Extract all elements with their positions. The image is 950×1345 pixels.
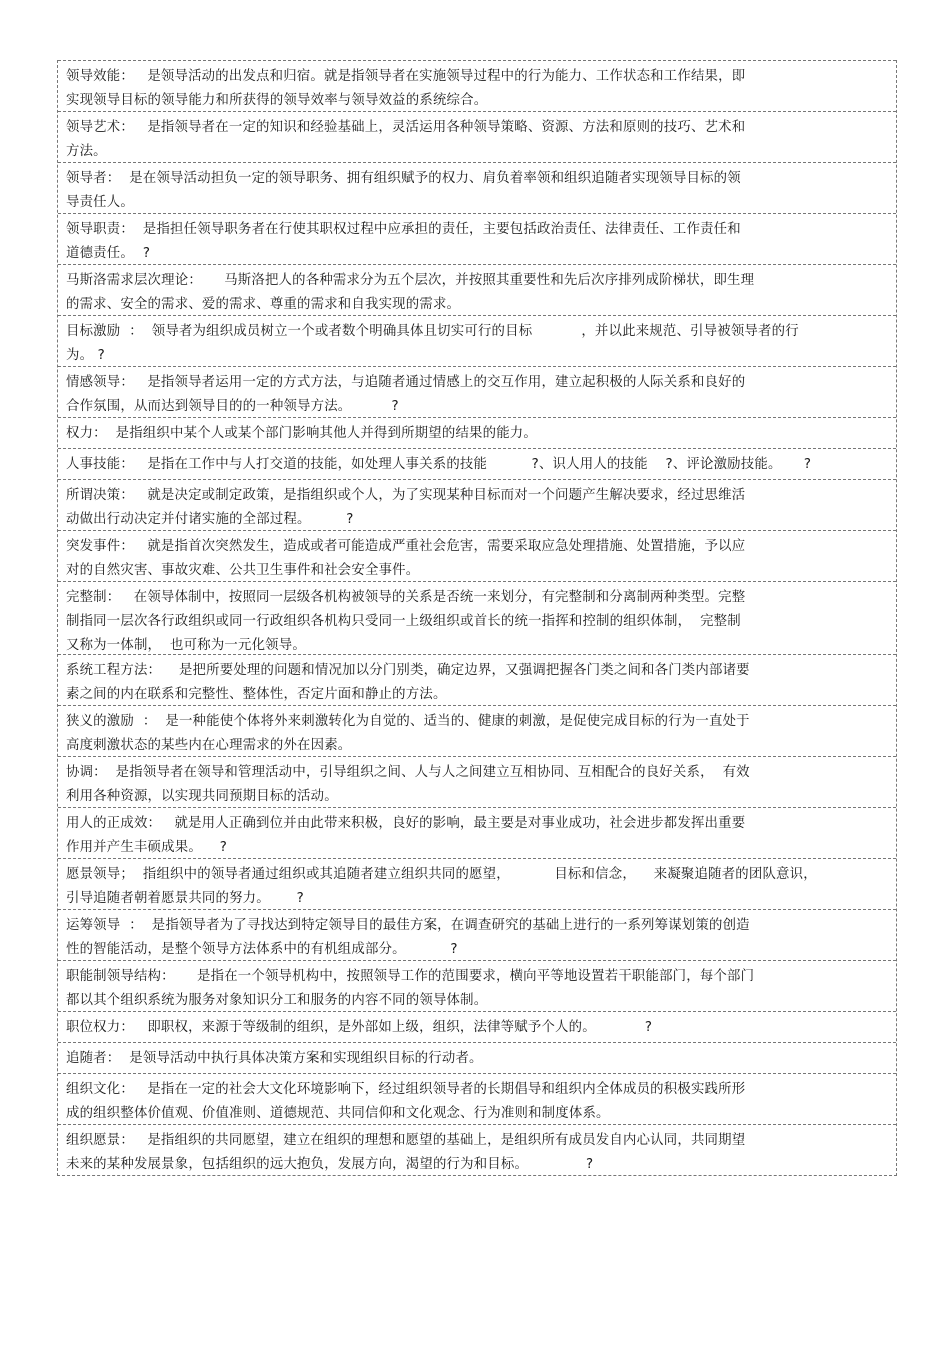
entry-text-line: 的需求、安全的需求、爱的需求、尊重的需求和自我实现的需求。 [66,297,461,312]
glossary-entry [58,1073,896,1124]
entry-text-line: 追随者： 是领导活动中执行具体决策方案和实现组织目标的行动者。 [66,1051,483,1066]
glossary-entry [58,366,896,417]
entry-text-line: 道德责任。 ? [66,246,151,261]
glossary-entry [58,960,896,1011]
entry-text-line: 领导者： 是在领导活动担负一定的领导职务、拥有组织赋予的权力、肩负着率领和组织追随者实现领导目标的领 [66,171,741,186]
entry-text-line: 突发事件： 就是指首次突然发生，造成或者可能造成严重社会危害，需要采取应急处理措施、处置措施，予以应 [66,539,746,554]
glossary-entry [58,213,896,264]
entry-text-line: 马斯洛需求层次理论： 马斯洛把人的各种需求分为五个层次，并按照其重要性和先后次序排列成阶梯状，即生理 [66,273,755,288]
glossary-entry [58,448,896,479]
entry-text-line: 人事技能： 是指在工作中与人打交道的技能，如处理人事关系的技能 ?、识人用人的技能 ?、评论激励技能。 ? [66,457,812,472]
glossary-entry [58,479,896,530]
entry-text-line: 未来的某种发展景象，包括组织的远大抱负，发展方向，渴望的行为和目标。 ? [66,1157,594,1172]
glossary-entry [58,654,896,705]
entry-text-line: 动做出行动决定并付诸实施的全部过程。 ? [66,512,354,527]
glossary-entry [58,1011,896,1042]
glossary-table [57,60,897,1176]
glossary-entry [58,705,896,756]
glossary-entry [58,264,896,315]
entry-text-line: 狭义的激励 ： 是一种能使个体将外来刺激转化为自觉的、适当的、健康的刺激，是促使完成目标的行为一直处于 [66,714,750,729]
entry-text-line: 系统工程方法： 是把所要处理的问题和情况加以分门别类，确定边界，又强调把握各门类之间和各门类内部诸要 [66,663,750,678]
glossary-entry [58,60,896,111]
entry-text-line: 领导效能： 是领导活动的出发点和归宿。就是指领导者在实施领导过程中的行为能力、工作状态和工作结果，即 [66,69,746,84]
entry-text-line: 对的自然灾害、事故灾难、公共卫生事件和社会安全事件。 [66,563,420,578]
glossary-entry [58,530,896,581]
entry-text-line: 成的组织整体价值观、价值准则、道德规范、共同信仰和文化观念、行为准则和制度体系。 [66,1106,610,1121]
entry-text-line: 素之间的内在联系和完整性、整体性，否定片面和静止的方法。 [66,687,447,702]
entry-text-line: 实现领导目标的领导能力和所获得的领导效率与领导效益的系统综合。 [66,93,488,108]
entry-text-line: 引导追随者朝着愿景共同的努力。 ? [66,891,304,906]
glossary-entry [58,1124,896,1175]
glossary-entry [58,315,896,366]
entry-text-line: 愿景领导； 指组织中的领导者通过组织或其追随者建立组织共同的愿望， 目标和信念， 来凝聚追随者的团队意识， [66,867,817,882]
glossary-entry [58,756,896,807]
glossary-entry [58,1042,896,1073]
glossary-entry [58,581,896,654]
entry-text-line: 作用并产生丰硕成果。 ? [66,840,228,855]
entry-text-line: 组织愿景： 是指组织的共同愿望，建立在组织的理想和愿望的基础上，是组织所有成员发自内心认同，共同期望 [66,1133,746,1148]
glossary-entry [58,909,896,960]
glossary-entry [58,417,896,448]
entry-text-line: 利用各种资源，以实现共同预期目标的活动。 [66,789,338,804]
entry-text-line: 完整制： 在领导体制中，按照同一层级各机构被领导的关系是否统一来划分，有完整制和分离制两种类型。完整 [66,590,746,605]
glossary-entry [58,162,896,213]
entry-text-line: 为。 ? [66,348,105,363]
entry-text-line: 方法。 [66,144,107,159]
entry-text-line: 目标激励 ： 领导者为组织成员树立一个或者数个明确具体且切实可行的目标 ，并以此来规范、引导被领导者的行 [66,324,799,339]
entry-text-line: 领导职责： 是指担任领导职务者在行使其职权过程中应承担的责任，主要包括政治责任、法律责任、工作责任和 [66,222,741,237]
entry-text-line: 用人的正成效： 就是用人正确到位并由此带来积极，良好的影响，最主要是对事业成功，社会进步都发挥出重要 [66,816,746,831]
glossary-entry [58,111,896,162]
entry-text-line: 都以其个组织系统为服务对象知识分工和服务的内容不同的领导体制。 [66,993,488,1008]
entry-text-line: 权力： 是指组织中某个人或某个部门影响其他人并得到所期望的结果的能力。 [66,426,537,441]
glossary-entry [58,807,896,858]
entry-text-line: 又称为一体制， 也可称为一元化领导。 [66,638,306,653]
entry-text-line: 导责任人。 [66,195,134,210]
entry-text-line: 高度刺激状态的某些内在心理需求的外在因素。 [66,738,352,753]
document-page [57,60,895,1176]
glossary-entry [58,858,896,909]
entry-text-line: 情感领导： 是指领导者运用一定的方式方法，与追随者通过情感上的交互作用，建立起积极的人际关系和良好的 [66,375,746,390]
entry-text-line: 运筹领导 ： 是指领导者为了寻找达到特定领导目的最佳方案，在调查研究的基础上进行的一系列筹谋划策的创造 [66,918,750,933]
entry-text-line: 制指同一层次各行政组织或同一行政组织各机构只受同一上级组织或首长的统一指挥和控制的组织体制， 完整制 [66,614,741,629]
entry-text-line: 组织文化： 是指在一定的社会大文化环境影响下，经过组织领导者的长期倡导和组织内全体成员的积极实践所形 [66,1082,746,1097]
entry-text-line: 所谓决策： 就是决定或制定政策，是指组织或个人，为了实现某种目标而对一个问题产生解决要求，经过思维活 [66,488,746,503]
entry-text-line: 领导艺术： 是指领导者在一定的知识和经验基础上，灵活运用各种领导策略、资源、方法和原则的技巧、艺术和 [66,120,746,135]
entry-text-line: 协调： 是指领导者在领导和管理活动中，引导组织之间、人与人之间建立互相协同、互相配合的良好关系， 有效 [66,765,750,780]
entry-text-line: 合作氛围，从而达到领导目的的一种领导方法。 ? [66,399,399,414]
entry-text-line: 性的智能活动，是整个领导方法体系中的有机组成部分。 ? [66,942,458,957]
entry-text-line: 职能制领导结构： 是指在一个领导机构中，按照领导工作的范围要求，横向平等地设置若干职能部门，每个部门 [66,969,755,984]
entry-text-line: 职位权力： 即职权，来源于等级制的组织，是外部如上级，组织，法律等赋予个人的。 ? [66,1020,653,1035]
